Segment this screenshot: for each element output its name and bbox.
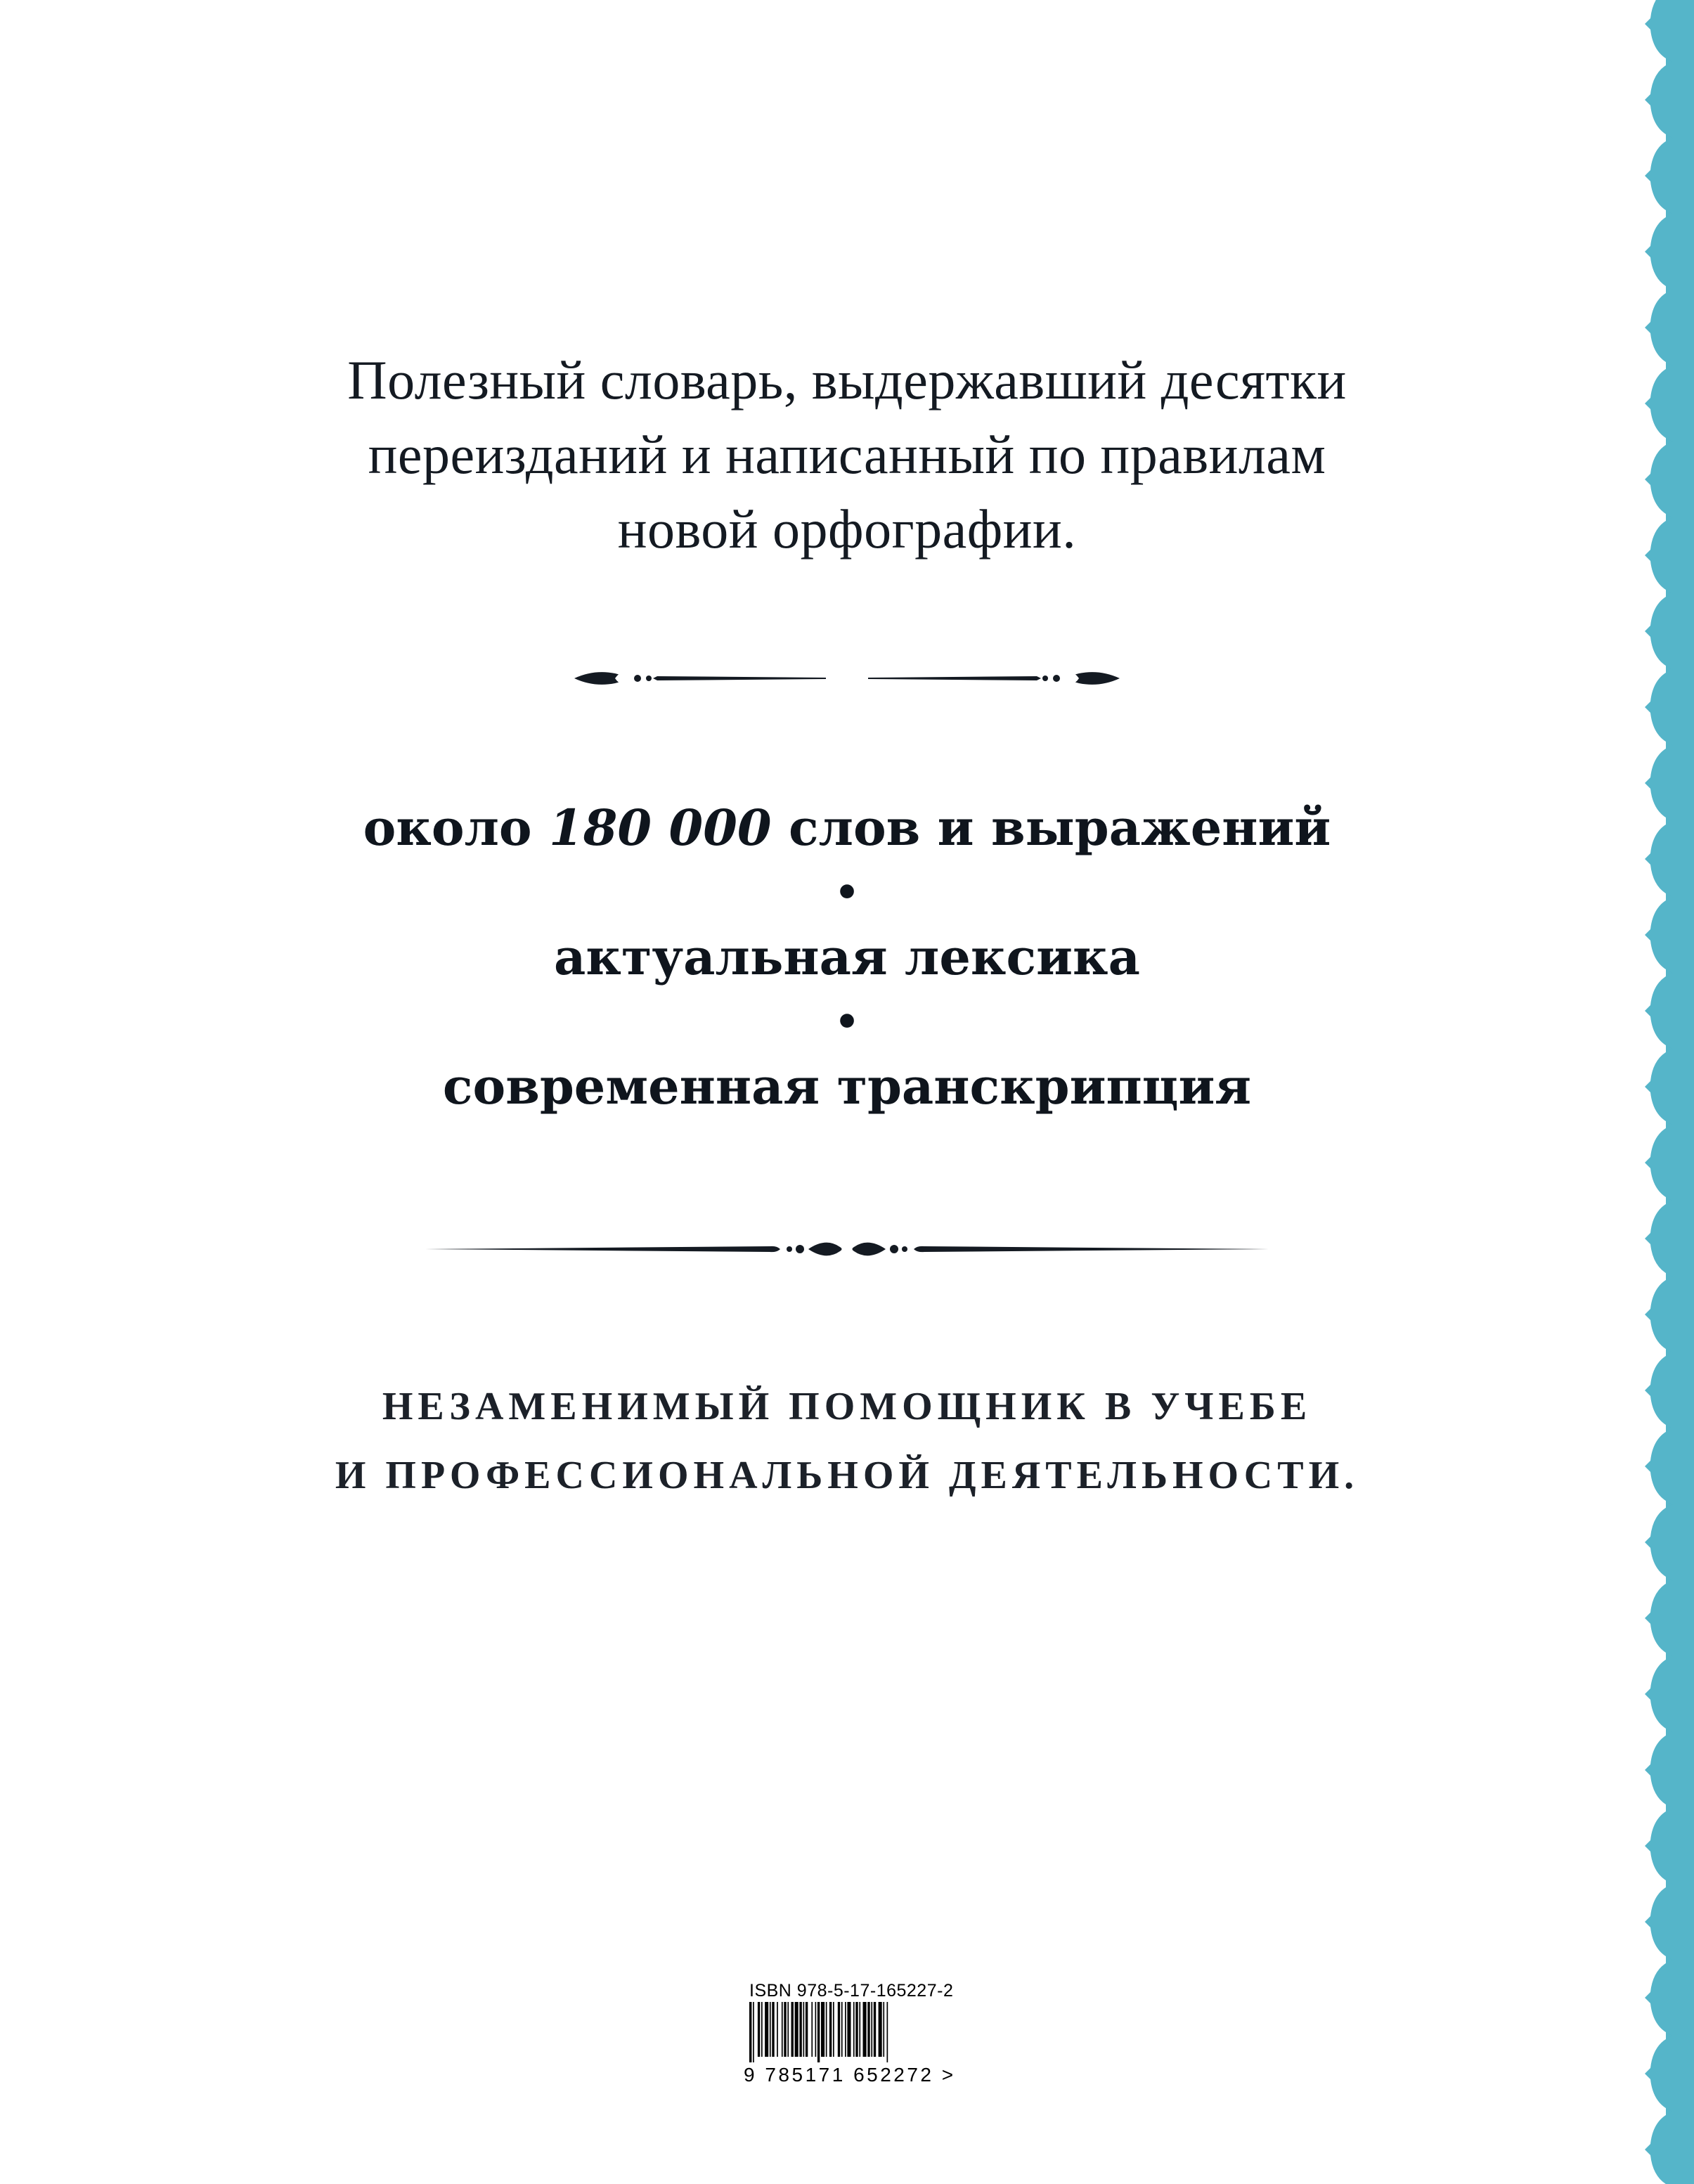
ornament-divider-top: [0, 661, 1694, 696]
ornament-bottom-icon: [425, 1232, 1269, 1267]
intro-line-2: переизданий и написанный по правилам: [368, 424, 1326, 485]
intro-paragraph: [0, 343, 1694, 567]
feature-word-count-prefix: около: [363, 799, 549, 857]
ornament-divider-bottom: [0, 1232, 1694, 1267]
tagline-line-1: НЕЗАМЕНИМЫЙ ПОМОЩНИК В УЧЕБЕ: [382, 1385, 1312, 1428]
barcode-digits: 9 785171 652272 >: [744, 2064, 956, 2086]
ornament-top-icon: [573, 661, 1121, 696]
feature-lexicon: актуальная лексика: [554, 928, 1140, 986]
intro-line-3: новой орфографии.: [617, 498, 1077, 560]
isbn-barcode: [744, 1981, 976, 2088]
feature-word-count-suffix: слов и выражений: [771, 799, 1331, 857]
barcode-bars-icon: [744, 2002, 976, 2062]
tagline-line-2: И ПРОФЕССИОНАЛЬНОЙ ДЕЯТЕЛЬНОСТИ.: [335, 1454, 1359, 1497]
isbn-number: ISBN 978-5-17-165227-2: [749, 1981, 954, 2001]
feature-word-count-number: 180 000: [549, 799, 772, 857]
features-list: [0, 794, 1694, 1120]
tagline: [0, 1372, 1694, 1510]
feature-word-count: [0, 794, 1694, 862]
bullet-separator-2: •: [834, 999, 860, 1045]
feature-transcription: современная транскрипция: [442, 1057, 1252, 1116]
bullet-separator-1: •: [834, 870, 860, 916]
intro-line-1: Полезный словарь, выдержавший десятки: [347, 349, 1347, 411]
